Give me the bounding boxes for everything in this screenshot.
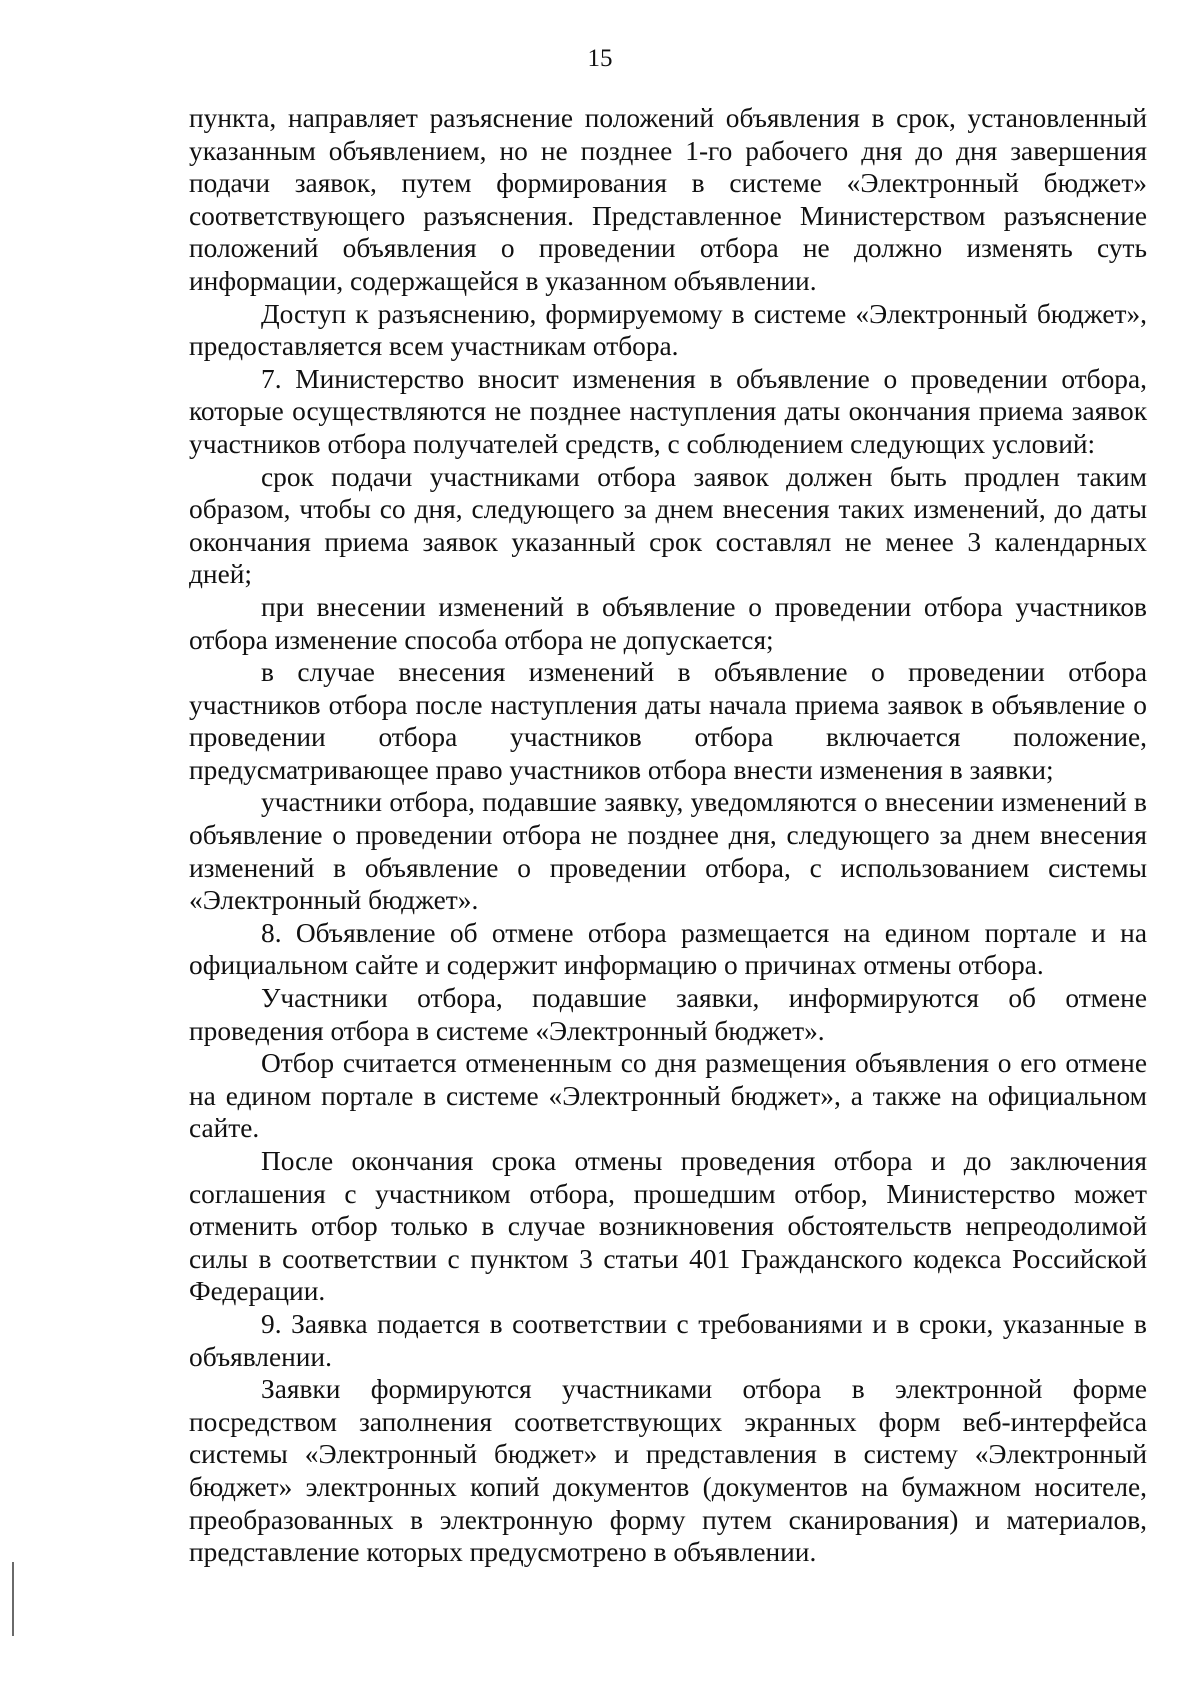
paragraph-cancellation-force-majeure: После окончания срока отмены проведения отбора и до заключения соглашения с участником отбора, прошедшим отбор, Министерство может отменить отбор только в случае возникновения обстоятельств непреодолимой силы в соответствии с пунктом 3 статьи 401 Гражданского кодекса Российской Федерации. xyxy=(189,1146,1147,1307)
paragraph-condition-method: при внесении изменений в объявление о проведении отбора участников отбора изменение способа отбора не допускается; xyxy=(189,591,1147,655)
paragraph-condition-deadline: срок подачи участниками отбора заявок должен быть продлен таким образом, чтобы со дня, следующего за днем внесения таких изменений, до даты окончания приема заявок указанный срок составлял не менее 3 календарных дней; xyxy=(189,461,1147,590)
paragraph-clarification-continued: пункта, направляет разъяснение положений объявления в срок, установленный указанным объявлением, но не позднее 1-го рабочего дня до дня завершения подачи заявок, путем формирования в системе «Электронный бюджет» соответствующего разъяснения. Представленное Министерством разъяснение положений объявления о проведении отбора не должно изменять суть информации, содержащейся в указанном объявлении. xyxy=(189,103,1147,296)
page-number: 15 xyxy=(587,45,613,72)
paragraph-item-8: 8. Объявление об отмене отбора размещается на едином портале и на официальном сайте и содержит информацию о причинах отмены отбора. xyxy=(189,917,1147,981)
paragraph-cancellation-notice: Участники отбора, подавшие заявки, информируются об отмене проведения отбора в системе «Электронный бюджет». xyxy=(189,983,1147,1046)
paragraph-clarification-access: Доступ к разъяснению, формируемому в системе «Электронный бюджет», предоставляется всем участникам отбора. xyxy=(189,298,1147,362)
paragraph-item-9: 9. Заявка подается в соответствии с требованиями и в сроки, указанные в объявлении. xyxy=(189,1308,1147,1372)
paragraph-cancellation-effective: Отбор считается отмененным со дня размещения объявления о его отмене на едином портале в системе «Электронный бюджет», а также на официальном сайте. xyxy=(189,1048,1147,1144)
paragraph-condition-notification: участники отбора, подавшие заявку, уведомляются о внесении изменений в объявление о проведении отбора не позднее дня, следующего за днем внесения изменений в объявление о проведении отбора, с использованием системы «Электронный бюджет». xyxy=(189,787,1147,916)
document-body xyxy=(189,102,1147,1569)
paragraph-condition-amendments: в случае внесения изменений в объявление о проведении отбора участников отбора после наступления даты начала приема заявок в объявление о проведении отбора участников отбора включается положение, предусматривающее право участников отбора внести изменения в заявки; xyxy=(189,657,1147,785)
paragraph-item-7: 7. Министерство вносит изменения в объявление о проведении отбора, которые осуществляются не позднее наступления даты окончания приема заявок участников отбора получателей средств, с соблюдением следующих условий: xyxy=(189,363,1147,459)
paragraph-application-forms: Заявки формируются участниками отбора в электронной форме посредством заполнения соответствующих экранных форм веб-интерфейса системы «Электронный бюджет» и представления в систему «Электронный бюджет» электронных копий документов (документов на бумажном носителе, преобразованных в электронную форму путем сканирования) и материалов, представление которых предусмотрено в объявлении. xyxy=(189,1374,1147,1568)
scan-margin-mark xyxy=(12,1562,14,1636)
